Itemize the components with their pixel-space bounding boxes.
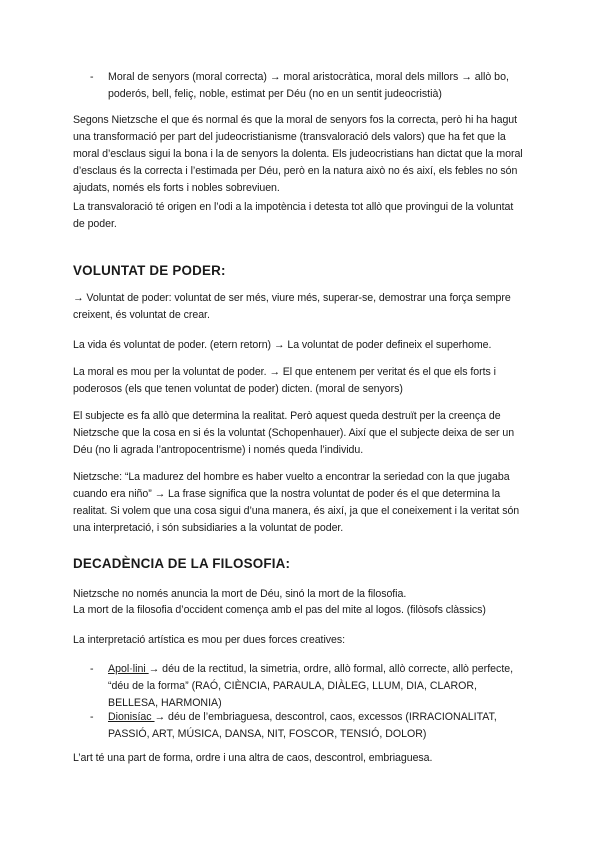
paragraph-voluntat-definicio: → Voluntat de poder: voluntat de ser més, viure més, superar-se, demostrar una força sempre creixent, és voluntat de crear. bbox=[73, 292, 511, 321]
paragraph-cita-nietzsche: Nietzsche: “La madurez del hombre es haber vuelto a encontrar la seriedad con la que jugaba cuando era niño” → La frase significa que la nostra voluntat de poder és el que determina la realitat. Si volem que una cosa sigui d’una manera, és així, ja que el coneixement i la veritat són una interpretació, i són subsidiaries a la voluntat de poder. bbox=[73, 471, 520, 534]
bullet-dionisiac-text: → déu de l’embriaguesa, descontrol, caos, excessos (IRRACIONALITAT, PASSIÓ, ART, MÚSICA, DANSA, NIT, FOSCOR, TENSIÓ, DOLOR) bbox=[108, 711, 497, 740]
paragraph-segons-nietzsche: Segons Nietzsche el que és normal és que la moral de senyors fos la correcta, però hi ha hagut una transformació per part del judeocristianisme (transvaloració dels valors) que ha fet que la moral d’esclaus sigui la bona i la de senyors la dolenta. Els judeocristians han dictat que la moral d’esclaus és la correcta i l’estimada per Déu, però en la natura això no és així, els febles no són ajudats, només els forts i nobles sobreviuen. bbox=[73, 114, 523, 194]
paragraph-mort-filosofia-2: La mort de la filosofia d’occident comença amb el pas del mite al logos. (filòsofs clàssics) bbox=[73, 604, 486, 616]
bullet-dash: - bbox=[90, 663, 94, 675]
paragraph-interpretacio: La interpretació artística es mou per dues forces creatives: bbox=[73, 634, 345, 646]
paragraph-vida: La vida és voluntat de poder. (etern retorn) → La voluntat de poder defineix el superhome. bbox=[73, 339, 492, 351]
paragraph-subjecte: El subjecte es fa allò que determina la realitat. Però aquest queda destruït per la creença de Nietzsche que la cosa en si és la voluntat (Schopenhauer). Així que el subjecte deixa de ser un Déu (no li agrada l’antropocentrisme) i només queda l’individu. bbox=[73, 410, 515, 456]
bullet-dionisiac bbox=[108, 709, 523, 743]
bullet-moral-senyors: Moral de senyors (moral correcta) → moral aristocràtica, moral dels millors → allò bo, poderós, bell, feliç, noble, estimat per Déu (no en un sentit judeocristià) bbox=[108, 71, 509, 100]
heading-decadencia-filosofia: DECADÈNCIA DE LA FILOSOFIA: bbox=[73, 556, 291, 571]
term-dionisiac: Dionisíac bbox=[108, 711, 155, 723]
bullet-dash: - bbox=[90, 711, 94, 723]
paragraph-mort-filosofia-1: Nietzsche no només anuncia la mort de Déu, sinó la mort de la filosofia. bbox=[73, 588, 407, 600]
bullet-dash: - bbox=[90, 71, 94, 83]
paragraph-transvaloracio: La transvaloració té origen en l’odi a la impotència i detesta tot allò que provingui de la voluntat de poder. bbox=[73, 201, 514, 230]
bullet-apollini-text: → déu de la rectitud, la simetria, ordre, allò formal, allò correcte, allò perfecte, “déu de la forma” (RAÓ, CIÈNCIA, PARAULA, DIÀLEG, LLUM, DIA, CLAROR, BELLESA, HARMONIA) bbox=[108, 663, 514, 709]
paragraph-art: L’art té una part de forma, ordre i una altra de caos, descontrol, embriaguesa. bbox=[73, 752, 433, 764]
bullet-apollini bbox=[108, 661, 523, 712]
term-apollini: Apol·lini bbox=[108, 663, 149, 675]
paragraph-moral: La moral es mou per la voluntat de poder. → El que entenem per veritat és el que els forts i poderosos (els que tenen voluntat de poder) dicten. (moral de senyors) bbox=[73, 366, 496, 395]
heading-voluntat-de-poder: VOLUNTAT DE PODER: bbox=[73, 263, 226, 278]
